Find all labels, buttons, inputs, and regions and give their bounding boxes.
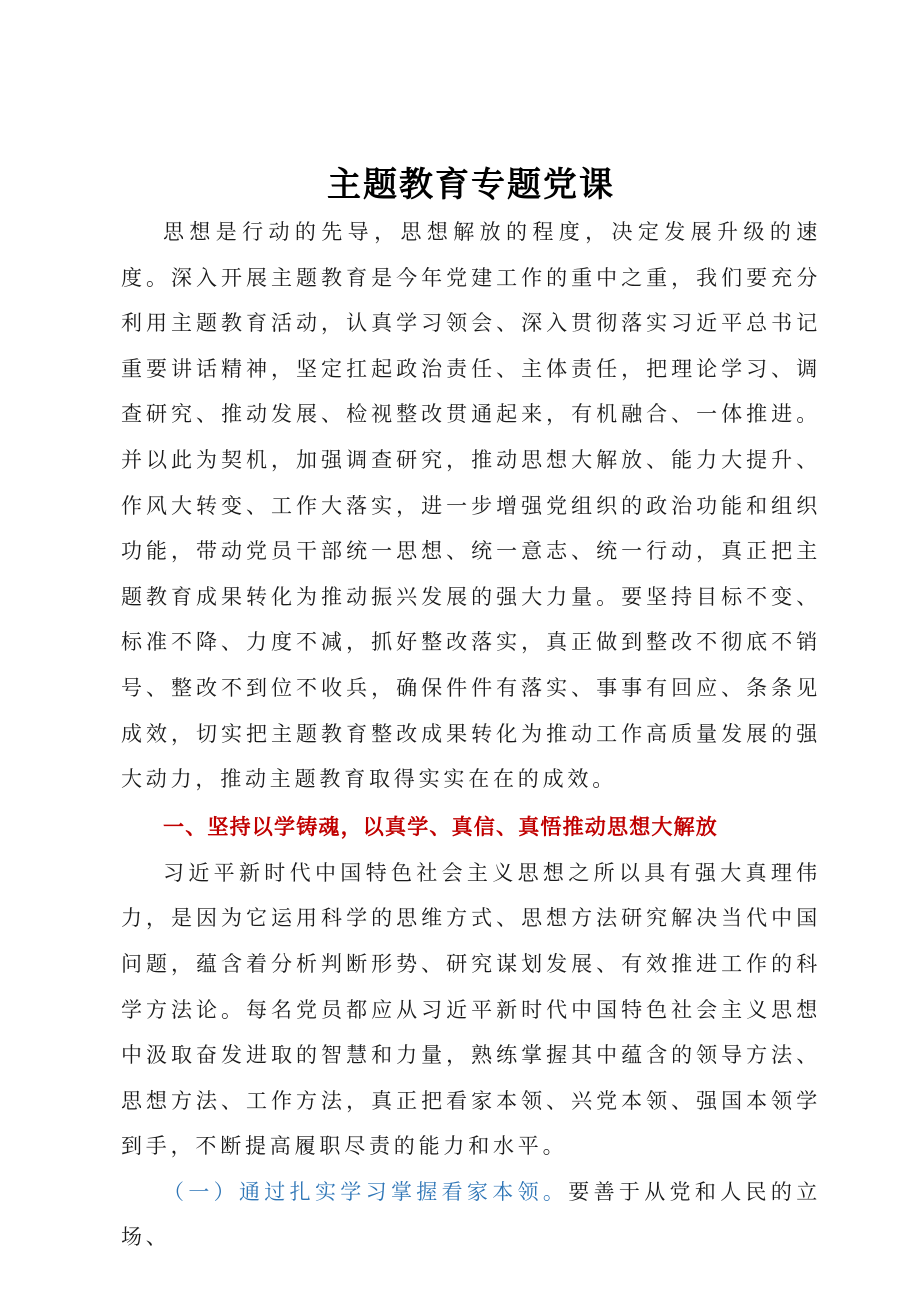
subsection-text: 要善于从党和人民的立场、 (121, 1179, 821, 1250)
subsection-paragraph (121, 1170, 821, 1261)
section-heading: 一、坚持以学铸魂，以真学、真信、真悟推动思想大解放 (163, 814, 718, 839)
intro-paragraph: 思想是行动的先导，思想解放的程度，决定发展升级的速度。深入开展主题教育是今年党建工作的重中之重，我们要充分利用主题教育活动，认真学习领会、深入贯彻落实习近平总书记重要讲话精神，坚定扛起政治责任、主体责任，把理论学习、调查研究、推动发展、检视整改贯通起来，有机融合、一体推进。并以此为契机，加强调查研究，推动思想大解放、能力大提升、作风大转变、工作大落实，进一步增强党组织的政治功能和组织功能，带动党员干部统一思想、统一意志、统一行动，真正把主题教育成果转化为推动振兴发展的强大力量。要坚持目标不变、标准不降、力度不减，抓好整改落实，真正做到整改不彻底不销号、整改不到位不收兵，确保件件有落实、事事有回应、条条见成效，切实把主题教育整改成果转化为推动工作高质量发展的强大动力，推动主题教育取得实实在在的成效。 (121, 220, 821, 792)
subsection-heading: （一）通过扎实学习掌握看家本领。 (163, 1179, 569, 1204)
document-body (121, 160, 821, 1261)
section-paragraph: 习近平新时代中国特色社会主义思想之所以具有强大真理伟力，是因为它运用科学的思维方式、思想方法研究解决当代中国问题，蕴含着分析判断形势、研究谋划发展、有效推进工作的科学方法论。每名党员都应从习近平新时代中国特色社会主义思想中汲取奋发进取的智慧和力量，熟练掌握其中蕴含的领导方法、思想方法、工作方法，真正把看家本领、兴党本领、强国本领学到手，不断提高履职尽责的能力和水平。 (121, 860, 821, 1159)
document-title: 主题教育专题党课 (327, 165, 615, 205)
